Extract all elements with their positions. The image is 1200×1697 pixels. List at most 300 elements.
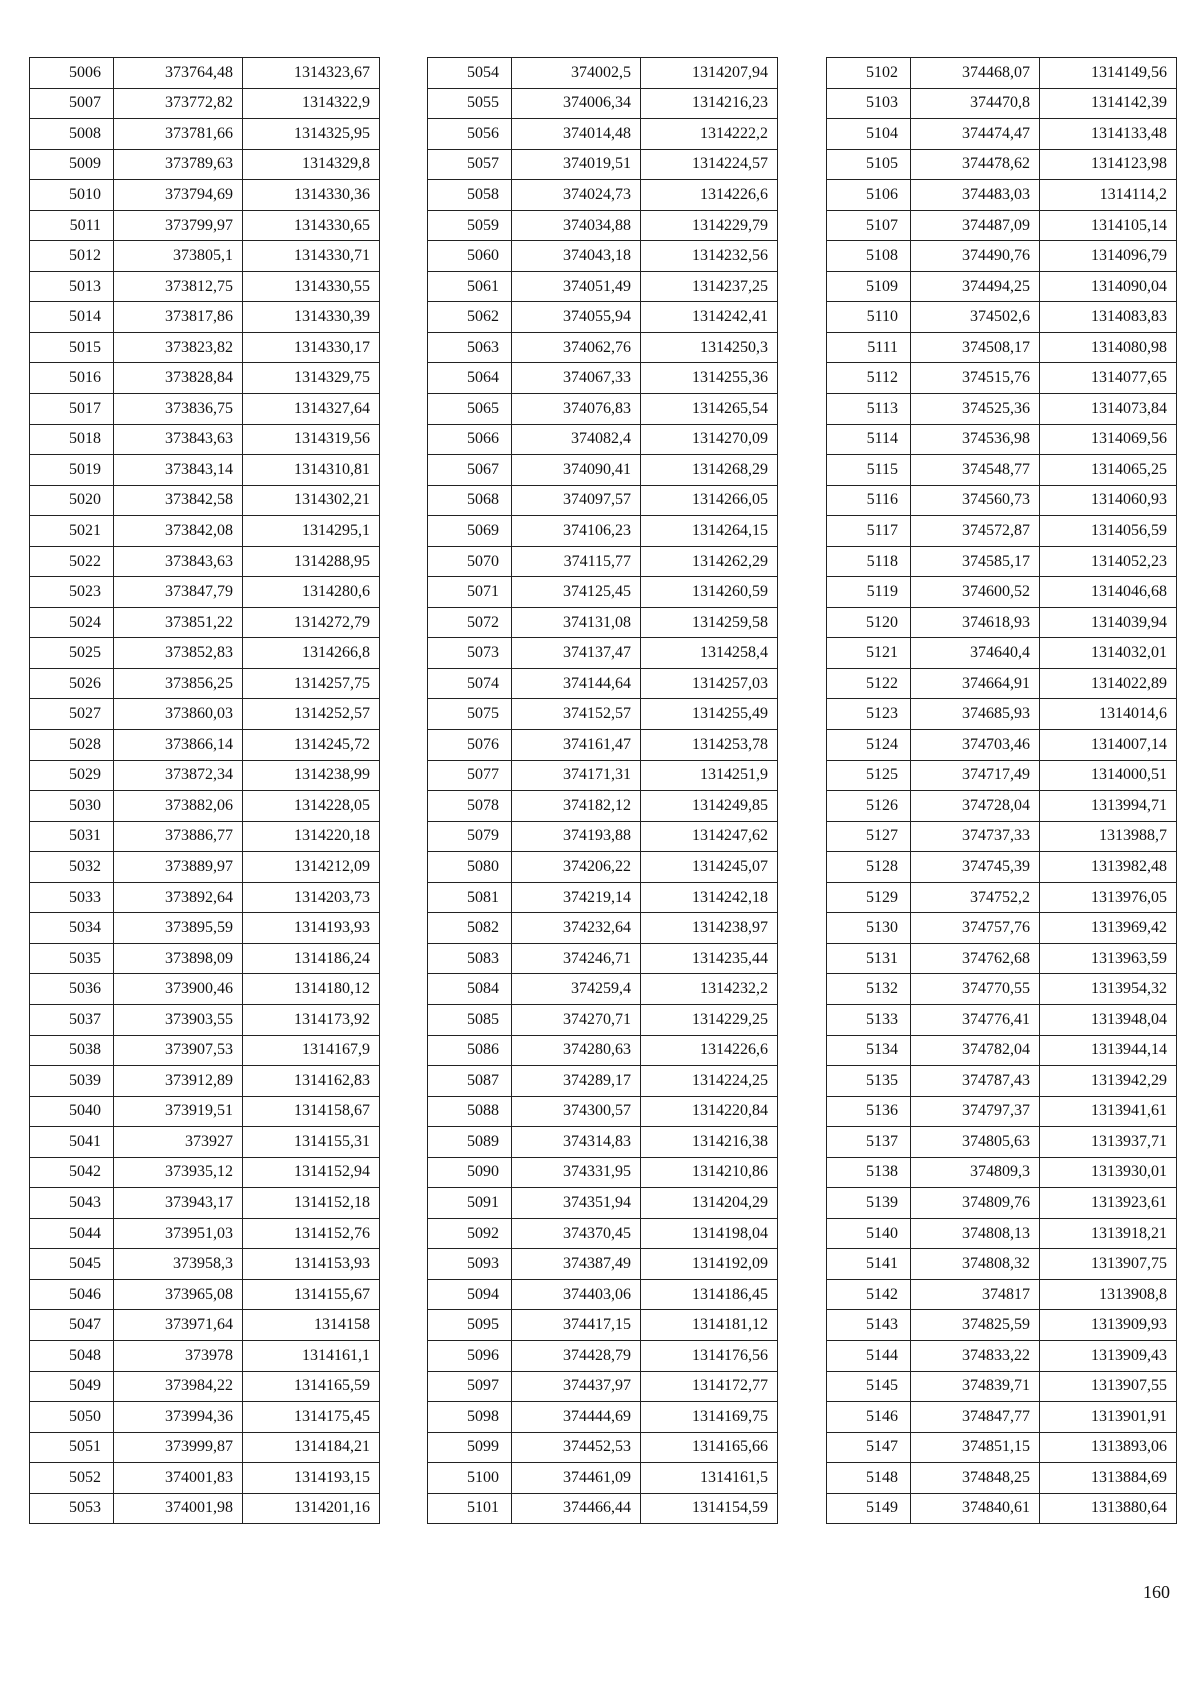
y-coordinate-cell: 1314232,56 bbox=[641, 241, 778, 272]
x-coordinate-cell: 373898,09 bbox=[114, 943, 243, 974]
x-coordinate-cell: 374770,55 bbox=[911, 974, 1040, 1005]
table-row bbox=[428, 394, 778, 425]
x-coordinate-cell: 374331,95 bbox=[512, 1157, 641, 1188]
y-coordinate-cell: 1313941,61 bbox=[1040, 1096, 1177, 1127]
table-row bbox=[30, 424, 380, 455]
x-coordinate-cell: 374090,41 bbox=[512, 455, 641, 486]
y-coordinate-cell: 1314325,95 bbox=[243, 119, 380, 150]
y-coordinate-cell: 1313901,91 bbox=[1040, 1402, 1177, 1433]
table-row bbox=[827, 394, 1177, 425]
x-coordinate-cell: 373895,59 bbox=[114, 913, 243, 944]
y-coordinate-cell: 1313954,32 bbox=[1040, 974, 1177, 1005]
y-coordinate-cell: 1314229,25 bbox=[641, 1004, 778, 1035]
table-row bbox=[428, 149, 778, 180]
point-number-cell: 5026 bbox=[30, 668, 114, 699]
x-coordinate-cell: 373794,69 bbox=[114, 180, 243, 211]
point-number-cell: 5043 bbox=[30, 1188, 114, 1219]
table-row bbox=[428, 791, 778, 822]
x-coordinate-cell: 374833,22 bbox=[911, 1340, 1040, 1371]
y-coordinate-cell: 1314237,25 bbox=[641, 271, 778, 302]
table-row bbox=[428, 1432, 778, 1463]
table-row bbox=[827, 791, 1177, 822]
point-number-cell: 5146 bbox=[827, 1402, 911, 1433]
x-coordinate-cell: 373852,83 bbox=[114, 638, 243, 669]
y-coordinate-cell: 1314329,75 bbox=[243, 363, 380, 394]
table-row bbox=[428, 1279, 778, 1310]
x-coordinate-cell: 374437,97 bbox=[512, 1371, 641, 1402]
point-number-cell: 5044 bbox=[30, 1218, 114, 1249]
table-row bbox=[30, 668, 380, 699]
table-row bbox=[827, 58, 1177, 89]
y-coordinate-cell: 1314245,72 bbox=[243, 730, 380, 761]
point-number-cell: 5047 bbox=[30, 1310, 114, 1341]
table-row bbox=[827, 730, 1177, 761]
y-coordinate-cell: 1314162,83 bbox=[243, 1066, 380, 1097]
point-number-cell: 5011 bbox=[30, 210, 114, 241]
point-number-cell: 5034 bbox=[30, 913, 114, 944]
point-number-cell: 5019 bbox=[30, 455, 114, 486]
table-row bbox=[428, 302, 778, 333]
y-coordinate-cell: 1314238,99 bbox=[243, 760, 380, 791]
x-coordinate-cell: 374034,88 bbox=[512, 210, 641, 241]
table-row bbox=[428, 974, 778, 1005]
point-number-cell: 5053 bbox=[30, 1493, 114, 1524]
y-coordinate-cell: 1314192,09 bbox=[641, 1249, 778, 1280]
point-number-cell: 5016 bbox=[30, 363, 114, 394]
table-row bbox=[428, 363, 778, 394]
point-number-cell: 5046 bbox=[30, 1279, 114, 1310]
x-coordinate-cell: 373900,46 bbox=[114, 974, 243, 1005]
y-coordinate-cell: 1313907,55 bbox=[1040, 1371, 1177, 1402]
table-row bbox=[30, 394, 380, 425]
x-coordinate-cell: 374502,6 bbox=[911, 302, 1040, 333]
table-row bbox=[428, 668, 778, 699]
table-row bbox=[30, 1402, 380, 1433]
y-coordinate-cell: 1314226,6 bbox=[641, 180, 778, 211]
x-coordinate-cell: 374809,3 bbox=[911, 1157, 1040, 1188]
point-number-cell: 5098 bbox=[428, 1402, 512, 1433]
y-coordinate-cell: 1314272,79 bbox=[243, 607, 380, 638]
table-row bbox=[428, 943, 778, 974]
x-coordinate-cell: 374840,61 bbox=[911, 1493, 1040, 1524]
x-coordinate-cell: 374182,12 bbox=[512, 791, 641, 822]
coordinate-table-1 bbox=[29, 57, 380, 1524]
x-coordinate-cell: 374776,41 bbox=[911, 1004, 1040, 1035]
x-coordinate-cell: 373842,58 bbox=[114, 485, 243, 516]
table-row bbox=[428, 1463, 778, 1494]
y-coordinate-cell: 1313942,29 bbox=[1040, 1066, 1177, 1097]
y-coordinate-cell: 1314242,41 bbox=[641, 302, 778, 333]
x-coordinate-cell: 374787,43 bbox=[911, 1066, 1040, 1097]
x-coordinate-cell: 374067,33 bbox=[512, 363, 641, 394]
table-row bbox=[827, 1279, 1177, 1310]
y-coordinate-cell: 1314056,59 bbox=[1040, 516, 1177, 547]
y-coordinate-cell: 1314238,97 bbox=[641, 913, 778, 944]
y-coordinate-cell: 1314105,14 bbox=[1040, 210, 1177, 241]
point-number-cell: 5007 bbox=[30, 88, 114, 119]
y-coordinate-cell: 1314262,29 bbox=[641, 546, 778, 577]
point-number-cell: 5059 bbox=[428, 210, 512, 241]
y-coordinate-cell: 1313969,42 bbox=[1040, 913, 1177, 944]
x-coordinate-cell: 374171,31 bbox=[512, 760, 641, 791]
table-row bbox=[30, 1371, 380, 1402]
point-number-cell: 5106 bbox=[827, 180, 911, 211]
table-row bbox=[428, 1096, 778, 1127]
point-number-cell: 5049 bbox=[30, 1371, 114, 1402]
x-coordinate-cell: 374125,45 bbox=[512, 577, 641, 608]
point-number-cell: 5120 bbox=[827, 607, 911, 638]
x-coordinate-cell: 373984,22 bbox=[114, 1371, 243, 1402]
y-coordinate-cell: 1314265,54 bbox=[641, 394, 778, 425]
y-coordinate-cell: 1314176,56 bbox=[641, 1340, 778, 1371]
table-row bbox=[428, 852, 778, 883]
point-number-cell: 5079 bbox=[428, 821, 512, 852]
point-number-cell: 5122 bbox=[827, 668, 911, 699]
x-coordinate-cell: 373866,14 bbox=[114, 730, 243, 761]
x-coordinate-cell: 374515,76 bbox=[911, 363, 1040, 394]
table-row bbox=[827, 882, 1177, 913]
table-row bbox=[30, 332, 380, 363]
y-coordinate-cell: 1314077,65 bbox=[1040, 363, 1177, 394]
x-coordinate-cell: 374206,22 bbox=[512, 852, 641, 883]
y-coordinate-cell: 1314310,81 bbox=[243, 455, 380, 486]
point-number-cell: 5009 bbox=[30, 149, 114, 180]
x-coordinate-cell: 373912,89 bbox=[114, 1066, 243, 1097]
table-row bbox=[30, 241, 380, 272]
x-coordinate-cell: 374478,62 bbox=[911, 149, 1040, 180]
table-row bbox=[30, 1188, 380, 1219]
x-coordinate-cell: 374839,71 bbox=[911, 1371, 1040, 1402]
point-number-cell: 5068 bbox=[428, 485, 512, 516]
table-row bbox=[30, 455, 380, 486]
x-coordinate-cell: 374002,5 bbox=[512, 58, 641, 89]
x-coordinate-cell: 374131,08 bbox=[512, 607, 641, 638]
table-row bbox=[30, 607, 380, 638]
point-number-cell: 5117 bbox=[827, 516, 911, 547]
point-number-cell: 5087 bbox=[428, 1066, 512, 1097]
x-coordinate-cell: 373889,97 bbox=[114, 852, 243, 883]
y-coordinate-cell: 1314259,58 bbox=[641, 607, 778, 638]
table-row bbox=[30, 58, 380, 89]
table-row bbox=[827, 1157, 1177, 1188]
table-row bbox=[827, 943, 1177, 974]
point-number-cell: 5052 bbox=[30, 1463, 114, 1494]
table-row bbox=[827, 1188, 1177, 1219]
y-coordinate-cell: 1314247,62 bbox=[641, 821, 778, 852]
table-row bbox=[30, 699, 380, 730]
point-number-cell: 5101 bbox=[428, 1493, 512, 1524]
y-coordinate-cell: 1314181,12 bbox=[641, 1310, 778, 1341]
y-coordinate-cell: 1314242,18 bbox=[641, 882, 778, 913]
table-row bbox=[428, 577, 778, 608]
point-number-cell: 5078 bbox=[428, 791, 512, 822]
table-row bbox=[827, 1493, 1177, 1524]
table-row bbox=[30, 210, 380, 241]
point-number-cell: 5062 bbox=[428, 302, 512, 333]
point-number-cell: 5123 bbox=[827, 699, 911, 730]
x-coordinate-cell: 374466,44 bbox=[512, 1493, 641, 1524]
point-number-cell: 5077 bbox=[428, 760, 512, 791]
y-coordinate-cell: 1314007,14 bbox=[1040, 730, 1177, 761]
table-row bbox=[428, 271, 778, 302]
table-row bbox=[428, 1493, 778, 1524]
point-number-cell: 5145 bbox=[827, 1371, 911, 1402]
y-coordinate-cell: 1314046,68 bbox=[1040, 577, 1177, 608]
x-coordinate-cell: 374717,49 bbox=[911, 760, 1040, 791]
y-coordinate-cell: 1314258,4 bbox=[641, 638, 778, 669]
x-coordinate-cell: 374560,73 bbox=[911, 485, 1040, 516]
table-row bbox=[428, 180, 778, 211]
x-coordinate-cell: 373958,3 bbox=[114, 1249, 243, 1280]
y-coordinate-cell: 1314330,36 bbox=[243, 180, 380, 211]
x-coordinate-cell: 374809,76 bbox=[911, 1188, 1040, 1219]
y-coordinate-cell: 1313880,64 bbox=[1040, 1493, 1177, 1524]
y-coordinate-cell: 1314152,94 bbox=[243, 1157, 380, 1188]
table-row bbox=[428, 424, 778, 455]
point-number-cell: 5074 bbox=[428, 668, 512, 699]
table-row bbox=[30, 271, 380, 302]
point-number-cell: 5041 bbox=[30, 1127, 114, 1158]
table-row bbox=[827, 1035, 1177, 1066]
y-coordinate-cell: 1314153,93 bbox=[243, 1249, 380, 1280]
x-coordinate-cell: 373886,77 bbox=[114, 821, 243, 852]
table-row bbox=[827, 821, 1177, 852]
y-coordinate-cell: 1313994,71 bbox=[1040, 791, 1177, 822]
table-row bbox=[30, 180, 380, 211]
point-number-cell: 5134 bbox=[827, 1035, 911, 1066]
y-coordinate-cell: 1314184,21 bbox=[243, 1432, 380, 1463]
y-coordinate-cell: 1314173,92 bbox=[243, 1004, 380, 1035]
x-coordinate-cell: 374403,06 bbox=[512, 1279, 641, 1310]
y-coordinate-cell: 1313908,8 bbox=[1040, 1279, 1177, 1310]
y-coordinate-cell: 1314152,18 bbox=[243, 1188, 380, 1219]
x-coordinate-cell: 374757,76 bbox=[911, 913, 1040, 944]
y-coordinate-cell: 1314039,94 bbox=[1040, 607, 1177, 638]
point-number-cell: 5067 bbox=[428, 455, 512, 486]
y-coordinate-cell: 1314329,8 bbox=[243, 149, 380, 180]
point-number-cell: 5051 bbox=[30, 1432, 114, 1463]
point-number-cell: 5021 bbox=[30, 516, 114, 547]
point-number-cell: 5092 bbox=[428, 1218, 512, 1249]
table-row bbox=[428, 516, 778, 547]
x-coordinate-cell: 374797,37 bbox=[911, 1096, 1040, 1127]
point-number-cell: 5071 bbox=[428, 577, 512, 608]
table-row bbox=[827, 332, 1177, 363]
point-number-cell: 5028 bbox=[30, 730, 114, 761]
x-coordinate-cell: 374762,68 bbox=[911, 943, 1040, 974]
point-number-cell: 5102 bbox=[827, 58, 911, 89]
point-number-cell: 5111 bbox=[827, 332, 911, 363]
point-number-cell: 5112 bbox=[827, 363, 911, 394]
y-coordinate-cell: 1314210,86 bbox=[641, 1157, 778, 1188]
point-number-cell: 5124 bbox=[827, 730, 911, 761]
point-number-cell: 5060 bbox=[428, 241, 512, 272]
table-body bbox=[827, 58, 1177, 1524]
y-coordinate-cell: 1314224,25 bbox=[641, 1066, 778, 1097]
x-coordinate-cell: 374417,15 bbox=[512, 1310, 641, 1341]
table-row bbox=[827, 241, 1177, 272]
y-coordinate-cell: 1314155,31 bbox=[243, 1127, 380, 1158]
y-coordinate-cell: 1313918,21 bbox=[1040, 1218, 1177, 1249]
point-number-cell: 5099 bbox=[428, 1432, 512, 1463]
table-row bbox=[827, 88, 1177, 119]
table-row bbox=[30, 943, 380, 974]
point-number-cell: 5012 bbox=[30, 241, 114, 272]
y-coordinate-cell: 1313884,69 bbox=[1040, 1463, 1177, 1494]
x-coordinate-cell: 374444,69 bbox=[512, 1402, 641, 1433]
x-coordinate-cell: 373764,48 bbox=[114, 58, 243, 89]
x-coordinate-cell: 374664,91 bbox=[911, 668, 1040, 699]
x-coordinate-cell: 374825,59 bbox=[911, 1310, 1040, 1341]
x-coordinate-cell: 374745,39 bbox=[911, 852, 1040, 883]
table-row bbox=[30, 1463, 380, 1494]
point-number-cell: 5066 bbox=[428, 424, 512, 455]
point-number-cell: 5032 bbox=[30, 852, 114, 883]
y-coordinate-cell: 1314149,56 bbox=[1040, 58, 1177, 89]
x-coordinate-cell: 373856,25 bbox=[114, 668, 243, 699]
table-row bbox=[30, 1127, 380, 1158]
table-row bbox=[30, 638, 380, 669]
point-number-cell: 5132 bbox=[827, 974, 911, 1005]
y-coordinate-cell: 1314249,85 bbox=[641, 791, 778, 822]
point-number-cell: 5038 bbox=[30, 1035, 114, 1066]
x-coordinate-cell: 374300,57 bbox=[512, 1096, 641, 1127]
point-number-cell: 5076 bbox=[428, 730, 512, 761]
table-row bbox=[428, 913, 778, 944]
point-number-cell: 5035 bbox=[30, 943, 114, 974]
point-number-cell: 5015 bbox=[30, 332, 114, 363]
table-row bbox=[827, 485, 1177, 516]
x-coordinate-cell: 374703,46 bbox=[911, 730, 1040, 761]
y-coordinate-cell: 1314330,55 bbox=[243, 271, 380, 302]
table-row bbox=[30, 730, 380, 761]
y-coordinate-cell: 1314073,84 bbox=[1040, 394, 1177, 425]
y-coordinate-cell: 1314222,2 bbox=[641, 119, 778, 150]
y-coordinate-cell: 1314198,04 bbox=[641, 1218, 778, 1249]
y-coordinate-cell: 1314203,73 bbox=[243, 882, 380, 913]
x-coordinate-cell: 374001,83 bbox=[114, 1463, 243, 1494]
x-coordinate-cell: 374137,47 bbox=[512, 638, 641, 669]
table-row bbox=[827, 363, 1177, 394]
y-coordinate-cell: 1313909,43 bbox=[1040, 1340, 1177, 1371]
y-coordinate-cell: 1314266,8 bbox=[243, 638, 380, 669]
table-row bbox=[827, 455, 1177, 486]
y-coordinate-cell: 1314264,15 bbox=[641, 516, 778, 547]
y-coordinate-cell: 1314133,48 bbox=[1040, 119, 1177, 150]
point-number-cell: 5048 bbox=[30, 1340, 114, 1371]
table-row bbox=[428, 1127, 778, 1158]
point-number-cell: 5127 bbox=[827, 821, 911, 852]
table-row bbox=[30, 363, 380, 394]
point-number-cell: 5085 bbox=[428, 1004, 512, 1035]
x-coordinate-cell: 373817,86 bbox=[114, 302, 243, 333]
x-coordinate-cell: 374246,71 bbox=[512, 943, 641, 974]
y-coordinate-cell: 1314252,57 bbox=[243, 699, 380, 730]
table-row bbox=[827, 577, 1177, 608]
point-number-cell: 5084 bbox=[428, 974, 512, 1005]
point-number-cell: 5045 bbox=[30, 1249, 114, 1280]
point-number-cell: 5013 bbox=[30, 271, 114, 302]
table-row bbox=[428, 210, 778, 241]
table-row bbox=[428, 546, 778, 577]
point-number-cell: 5022 bbox=[30, 546, 114, 577]
y-coordinate-cell: 1314255,49 bbox=[641, 699, 778, 730]
point-number-cell: 5136 bbox=[827, 1096, 911, 1127]
y-coordinate-cell: 1314323,67 bbox=[243, 58, 380, 89]
x-coordinate-cell: 373903,55 bbox=[114, 1004, 243, 1035]
table-row bbox=[30, 149, 380, 180]
table-row bbox=[827, 1127, 1177, 1158]
y-coordinate-cell: 1313976,05 bbox=[1040, 882, 1177, 913]
point-number-cell: 5075 bbox=[428, 699, 512, 730]
table-row bbox=[30, 1004, 380, 1035]
y-coordinate-cell: 1314161,5 bbox=[641, 1463, 778, 1494]
table-row bbox=[30, 302, 380, 333]
table-row bbox=[827, 699, 1177, 730]
x-coordinate-cell: 373828,84 bbox=[114, 363, 243, 394]
table-row bbox=[30, 974, 380, 1005]
table-row bbox=[30, 1310, 380, 1341]
x-coordinate-cell: 374351,94 bbox=[512, 1188, 641, 1219]
y-coordinate-cell: 1314175,45 bbox=[243, 1402, 380, 1433]
page-number: 160 bbox=[1143, 1582, 1170, 1602]
y-coordinate-cell: 1314268,29 bbox=[641, 455, 778, 486]
table-row bbox=[30, 1249, 380, 1280]
y-coordinate-cell: 1314193,15 bbox=[243, 1463, 380, 1494]
point-number-cell: 5097 bbox=[428, 1371, 512, 1402]
y-coordinate-cell: 1314032,01 bbox=[1040, 638, 1177, 669]
table-row bbox=[30, 1035, 380, 1066]
point-number-cell: 5018 bbox=[30, 424, 114, 455]
point-number-cell: 5129 bbox=[827, 882, 911, 913]
x-coordinate-cell: 373842,08 bbox=[114, 516, 243, 547]
point-number-cell: 5121 bbox=[827, 638, 911, 669]
table-row bbox=[827, 607, 1177, 638]
x-coordinate-cell: 373843,14 bbox=[114, 455, 243, 486]
y-coordinate-cell: 1314096,79 bbox=[1040, 241, 1177, 272]
x-coordinate-cell: 374808,32 bbox=[911, 1249, 1040, 1280]
point-number-cell: 5037 bbox=[30, 1004, 114, 1035]
point-number-cell: 5119 bbox=[827, 577, 911, 608]
y-coordinate-cell: 1314251,9 bbox=[641, 760, 778, 791]
table-body bbox=[30, 58, 380, 1524]
table-row bbox=[428, 882, 778, 913]
table-row bbox=[30, 882, 380, 913]
table-row bbox=[30, 852, 380, 883]
point-number-cell: 5072 bbox=[428, 607, 512, 638]
table-row bbox=[428, 638, 778, 669]
y-coordinate-cell: 1313982,48 bbox=[1040, 852, 1177, 883]
point-number-cell: 5031 bbox=[30, 821, 114, 852]
x-coordinate-cell: 374043,18 bbox=[512, 241, 641, 272]
table-row bbox=[827, 302, 1177, 333]
y-coordinate-cell: 1314216,38 bbox=[641, 1127, 778, 1158]
x-coordinate-cell: 374618,93 bbox=[911, 607, 1040, 638]
y-coordinate-cell: 1314152,76 bbox=[243, 1218, 380, 1249]
table-body bbox=[428, 58, 778, 1524]
x-coordinate-cell: 374461,09 bbox=[512, 1463, 641, 1494]
y-coordinate-cell: 1313963,59 bbox=[1040, 943, 1177, 974]
table-row bbox=[827, 974, 1177, 1005]
table-row bbox=[428, 88, 778, 119]
x-coordinate-cell: 374685,93 bbox=[911, 699, 1040, 730]
x-coordinate-cell: 374782,04 bbox=[911, 1035, 1040, 1066]
y-coordinate-cell: 1314295,1 bbox=[243, 516, 380, 547]
x-coordinate-cell: 374585,17 bbox=[911, 546, 1040, 577]
table-row bbox=[428, 1310, 778, 1341]
y-coordinate-cell: 1313923,61 bbox=[1040, 1188, 1177, 1219]
x-coordinate-cell: 374487,09 bbox=[911, 210, 1040, 241]
